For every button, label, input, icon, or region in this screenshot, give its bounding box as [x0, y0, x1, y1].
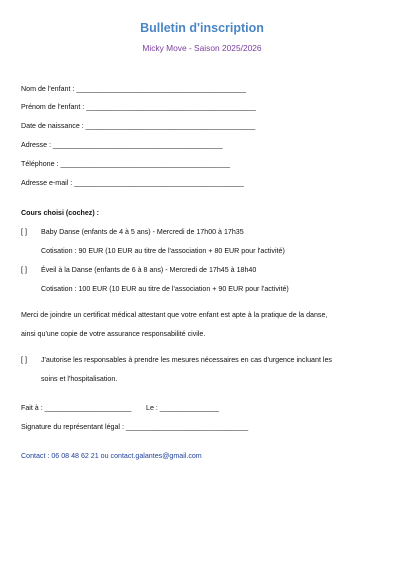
child-firstname-field[interactable]: Prénom de l'enfant : ___________________________________________ — [21, 103, 256, 111]
certificate-text-line1: Merci de joindre un certificat médical attestant que votre enfant est apte à la pratique de la danse, — [21, 311, 328, 319]
baby-danse-checkbox[interactable]: [ ] — [21, 228, 27, 236]
phone-field[interactable]: Téléphone : ___________________________________________ — [21, 160, 231, 168]
authorization-checkbox[interactable]: [ ] — [21, 356, 27, 364]
baby-danse-fee: Cotisation : 90 EUR (10 EUR au titre de l'association + 80 EUR pour l'activité) — [41, 247, 285, 255]
signature-field[interactable]: Signature du représentant légal : _______________________________ — [21, 423, 249, 431]
authorization-text-line2: soins et l'hospitalisation. — [41, 375, 118, 383]
form-title: Bulletin d'inscription — [140, 21, 264, 35]
date-field[interactable]: Le : _______________ — [146, 404, 219, 412]
eveil-danse-fee: Cotisation : 100 EUR (10 EUR au titre de l'association + 90 EUR pour l'activité) — [41, 285, 289, 293]
address-field[interactable]: Adresse : ___________________________________________ — [21, 141, 223, 149]
form-subtitle: Micky Move - Saison 2025/2026 — [142, 43, 262, 53]
child-name-field[interactable]: Nom de l'enfant : ___________________________________________ — [21, 85, 247, 93]
eveil-danse-checkbox[interactable]: [ ] — [21, 266, 27, 274]
email-field[interactable]: Adresse e-mail : ___________________________________________ — [21, 179, 244, 187]
certificate-text-line2: ainsi qu'une copie de votre assurance responsabilité civile. — [21, 330, 206, 338]
courses-heading: Cours choisi (cochez) : — [21, 209, 100, 217]
authorization-text-line1: J'autorise les responsables à prendre les mesures nécessaires en cas d'urgence incluant les — [41, 356, 332, 364]
place-field[interactable]: Fait à : ______________________ — [21, 404, 132, 412]
baby-danse-label: Baby Danse (enfants de 4 à 5 ans) - Mercredi de 17h00 à 17h35 — [41, 228, 244, 236]
eveil-danse-label: Éveil à la Danse (enfants de 6 à 8 ans) - Mercredi de 17h45 à 18h40 — [41, 266, 257, 274]
birthdate-field[interactable]: Date de naissance : ___________________________________________ — [21, 122, 256, 130]
contact-info: Contact : 06 08 48 62 21 ou contact.galantes@gmail.com — [21, 452, 202, 460]
